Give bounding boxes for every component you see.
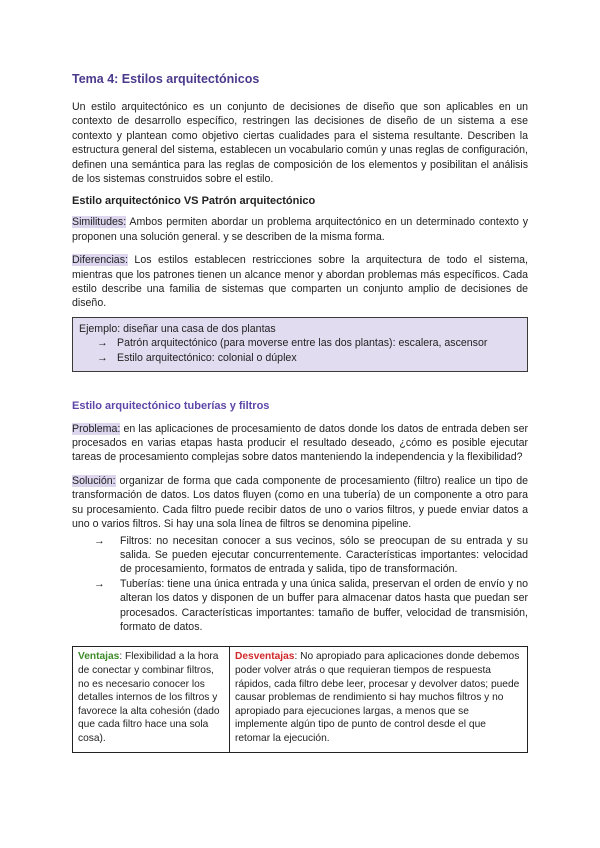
arrow-icon: → — [94, 577, 105, 590]
table-row — [73, 647, 528, 752]
arrow-icon: → — [97, 352, 108, 365]
example-item-estilo: → Estilo arquitectónico: colonial o dúplex — [97, 352, 297, 365]
ventajas-desventajas-table — [72, 646, 528, 752]
solucion-text: organizar de forma que cada componente de procesamiento (filtro) realice un tipo de transformación de datos. Los datos fluyen (como en una tubería) de un componente a otro para su procesamiento. Cada filtro puede recibir datos de uno o varios filtros, y puede enviar datos a uno o varios filtros. Si hay una sola línea de filtros se denomina pipeline. — [72, 474, 528, 531]
problema-paragraph — [72, 422, 528, 465]
solucion-label: Solución: — [72, 474, 116, 487]
section-heading-tuberias-filtros: Estilo arquitectónico tuberías y filtros — [72, 399, 270, 412]
arrow-icon: → — [97, 337, 108, 350]
intro-paragraph: Un estilo arquitectónico es un conjunto de decisiones de diseño que son aplicables en un contexto de desarrollo específico, restringen las decisiones de diseño de un sistema a ese contexto y plantean como objetivo ciertas cualidades para el sistema resultante. Describen la estructura general del sistema, establecen un vocabulario común y unas reglas de configuración, definen una semántica para las reglas de composición de los elementos y posibilitan el análisis de los sistemas construidos sobre el estilo. — [72, 101, 528, 186]
filtros-tuberias-list — [72, 534, 528, 635]
similitudes-paragraph — [72, 215, 528, 244]
solucion-paragraph — [72, 474, 528, 532]
problema-label: Problema: — [72, 422, 121, 435]
arrow-icon: → — [94, 534, 105, 547]
diferencias-label: Diferencias: — [72, 254, 128, 267]
example-intro: Ejemplo: diseñar una casa de dos plantas — [79, 322, 276, 335]
similitudes-text: Ambos permiten abordar un problema arquitectónico en un determinado contexto y proponen una solución general. y se describen de la misma forma. — [72, 216, 528, 243]
page-title: Tema 4: Estilos arquitectónicos — [72, 72, 260, 86]
problema-text: en las aplicaciones de procesamiento de datos donde los datos de entrada deben ser procesados en varias etapas hasta producir el resultado deseado, ¿cómo es posible ejecutar tareas de procesamiento complejas sobre datos manteniendo la independencia y la flexibilidad? — [72, 422, 528, 464]
list-item-filtros: → Filtros: no necesitan conocer a sus vecinos, sólo se preocupan de su entrada y su salida. Se pueden ejecutar concurrentemente. Características importantes: velocidad de procesamiento, formatos de entrada y salida, tipo de transformación. — [94, 534, 528, 576]
document-page — [72, 72, 528, 753]
ventajas-text: : Flexibilidad a la hora de conectar y combinar filtros, no es necesario conocer los detalles internos de los filtros y favorece la alta cohesión (dado que cada filtro hace una sola cosa). — [78, 651, 220, 744]
list-item-tuberias: → Tuberías: tiene una única entrada y una única salida, preservan el orden de envío y no alteran los datos y disponen de un buffer para almacenar datos hasta que puedan ser procesados. Características importantes: tamaño de buffer, velocidad de transmisión, formato de datos. — [94, 577, 528, 633]
desventajas-label: Desventajas — [235, 651, 295, 663]
desventajas-text: : No apropiado para aplicaciones donde debemos poder volver atrás o que requieran tiempos de respuesta rápidos, cada filtro debe leer, procesar y devolver datos; puede causar problemas de rendimiento si hay muchos filtros y no apropiado para ejecuciones largas, a menos que se implemente algún tipo de punto de control desde el que retomar la ejecución. — [235, 651, 520, 744]
section-heading-estilo-vs-patron: Estilo arquitectónico VS Patrón arquitectónico — [72, 195, 316, 208]
ventajas-cell — [73, 647, 230, 752]
ventajas-label: Ventajas — [78, 651, 120, 663]
similitudes-label: Similitudes: — [72, 216, 127, 229]
desventajas-cell — [230, 647, 528, 752]
diferencias-paragraph — [72, 253, 528, 311]
example-item-patron: → Patrón arquitectónico (para moverse entre las dos plantas): escalera, ascensor — [97, 337, 488, 350]
diferencias-text: Los estilos establecen restricciones sobre la arquitectura de todo el sistema, mientras que los patrones tienen un alcance menor y abordan problemas más específicos. Cada estilo describe una familia de sistemas que comparten un conjunto amplio de decisiones de diseño. — [72, 254, 528, 310]
example-box — [72, 317, 528, 372]
